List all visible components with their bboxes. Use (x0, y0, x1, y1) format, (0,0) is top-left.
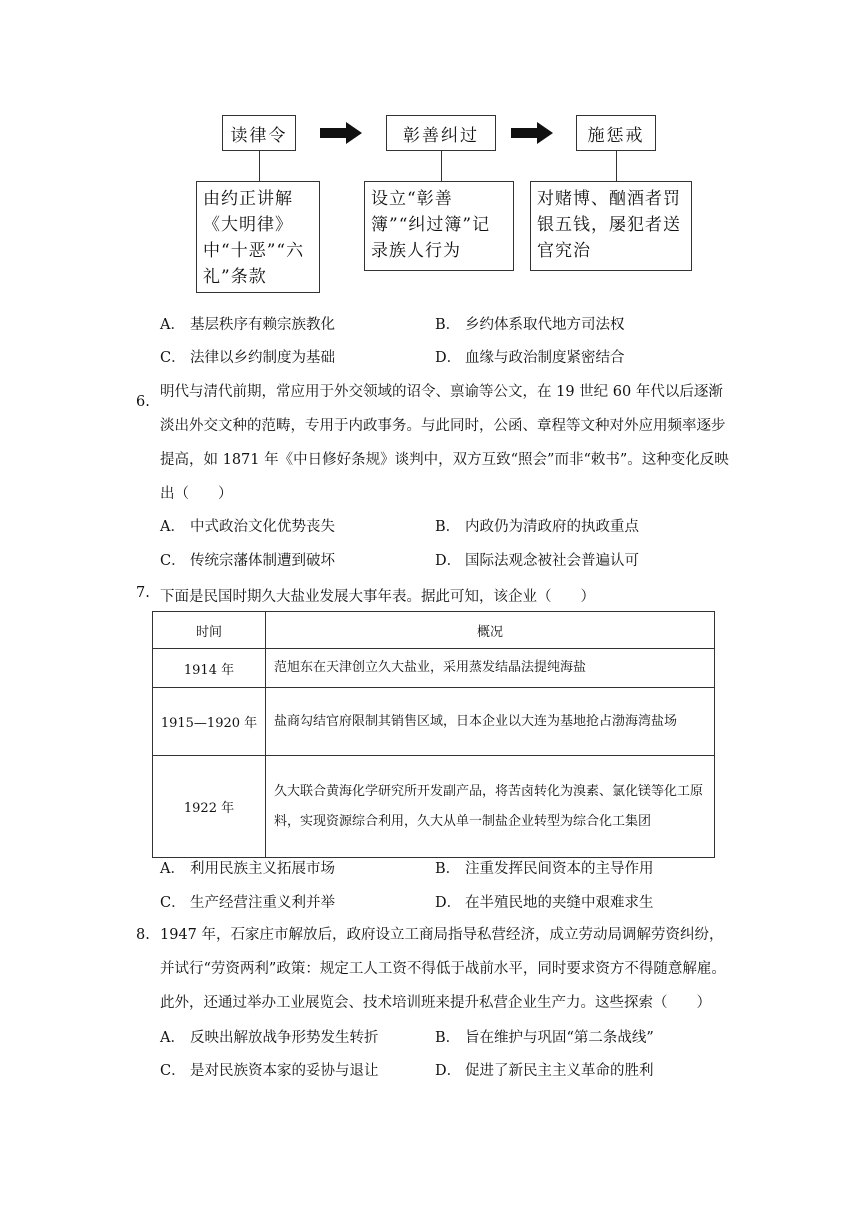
option-label: B． (435, 861, 461, 877)
flow-step-3-detail: 对赌博、酗酒者罚银五钱，屡犯者送官究治 (530, 181, 692, 271)
q7-table (152, 611, 715, 858)
option-label: B． (435, 1030, 461, 1046)
option-text: 传统宗藩体制遭到破坏 (190, 553, 335, 569)
flow-step-1-detail: 由约正讲解《大明律》中“十恶”“六礼”条款 (196, 181, 320, 293)
q5-option-d[interactable] (435, 348, 625, 368)
option-text: 乡约体系取代地方司法权 (465, 317, 625, 333)
option-label: B． (435, 317, 461, 333)
table-cell-time: 1914 年 (153, 649, 266, 688)
option-label: A． (160, 1030, 185, 1046)
q7-option-a[interactable] (160, 859, 335, 879)
q7-option-c[interactable] (160, 893, 335, 913)
q6-option-d[interactable] (435, 551, 639, 571)
q8-number: 8. (136, 927, 150, 943)
option-text: 反映出解放战争形势发生转折 (190, 1030, 379, 1046)
q6-stem: 明代与清代前期，常应用于外交领域的诏令、禀谕等公文，在 19 世纪 60 年代以后逐渐淡出外交文种的范畴，专用于内政事务。与此同时，公函、章程等文种对外应用频率逐步提高，如 1871 年《中日修好条规》谈判中，双方互致“照会”而非“敕书”。这种变化反映出（ ） (160, 384, 729, 502)
right-arrow-icon (320, 122, 362, 144)
option-text: 在半殖民地的夹缝中艰难求生 (465, 895, 654, 911)
table-cell-desc: 范旭东在天津创立久大盐业，采用蒸发结晶法提纯海盐 (266, 649, 715, 688)
q6-option-b[interactable] (435, 517, 639, 537)
option-label: C． (160, 350, 186, 366)
q8-option-b[interactable] (435, 1028, 654, 1048)
table-header-desc: 概况 (266, 612, 715, 649)
option-label: D． (435, 350, 462, 366)
option-label: B． (435, 519, 461, 535)
option-text: 内政仍为清政府的执政重点 (465, 519, 639, 535)
option-text: 法律以乡约制度为基础 (190, 350, 335, 366)
flow-step-2-detail: 设立“彰善簿”“纠过簿”记录族人行为 (364, 181, 514, 271)
q8-option-a[interactable] (160, 1028, 379, 1048)
q8-stem: 1947 年，石家庄市解放后，政府设立工商局指导私营经济，成立劳动局调解劳资纠纷，并试行“劳资两利”政策：规定工人工资不得低于战前水平，同时要求资方不得随意解雇。此外，还通过举办工业展览会、技术培训班来提升私营企业生产力。这些探索（ ） (160, 927, 726, 1011)
flow-step-1-title: 读律令 (222, 115, 296, 151)
q5-option-c[interactable] (160, 348, 335, 368)
table-header-row (153, 612, 715, 649)
table-row (153, 649, 715, 688)
q7-stem: 下面是民国时期久大盐业发展大事年表。据此可知，该企业（ ） (160, 589, 595, 605)
q8-option-d[interactable] (435, 1061, 654, 1081)
q5-option-a[interactable] (160, 315, 335, 335)
option-label: C． (160, 895, 186, 911)
right-arrow-icon (511, 122, 553, 144)
connector-line (259, 151, 260, 181)
option-label: D． (435, 553, 462, 569)
option-text: 旨在维护与巩固“第二条战线” (465, 1030, 654, 1046)
table-cell-desc: 久大联合黄海化学研究所开发副产品，将苦卤转化为溴素、氯化镁等化工原料，实现资源综合利用，久大从单一制盐企业转型为综合化工集团 (266, 756, 715, 858)
option-text: 注重发挥民间资本的主导作用 (465, 861, 654, 877)
q8-option-c[interactable] (160, 1061, 379, 1081)
q7-option-d[interactable] (435, 893, 654, 913)
q6-option-a[interactable] (160, 517, 335, 537)
option-text: 基层秩序有赖宗族教化 (190, 317, 335, 333)
option-text: 利用民族主义拓展市场 (190, 861, 335, 877)
option-label: D． (435, 1063, 462, 1079)
option-text: 国际法观念被社会普遍认可 (465, 553, 639, 569)
option-label: A． (160, 861, 185, 877)
connector-line (441, 151, 442, 181)
option-label: C． (160, 553, 186, 569)
q6-number: 6. (136, 394, 150, 410)
table-row (153, 688, 715, 756)
flow-step-3-title: 施惩戒 (576, 115, 656, 151)
option-label: D． (435, 895, 462, 911)
option-text: 促进了新民主主义革命的胜利 (465, 1063, 654, 1079)
option-label: A． (160, 317, 185, 333)
option-label: C． (160, 1063, 186, 1079)
option-text: 中式政治文化优势丧失 (190, 519, 335, 535)
q5-option-b[interactable] (435, 315, 625, 335)
q7-option-b[interactable] (435, 859, 654, 879)
option-text: 是对民族资本家的妥协与退让 (190, 1063, 379, 1079)
table-cell-desc: 盐商勾结官府限制其销售区域，日本企业以大连为基地抢占渤海湾盐场 (266, 688, 715, 756)
table-cell-time: 1922 年 (153, 756, 266, 858)
q6-option-c[interactable] (160, 551, 335, 571)
table-header-time: 时间 (153, 612, 266, 649)
option-text: 生产经营注重义利并举 (190, 895, 335, 911)
option-label: A． (160, 519, 185, 535)
table-cell-time: 1915—1920 年 (153, 688, 266, 756)
q7-number: 7. (136, 585, 150, 601)
connector-line (616, 151, 617, 181)
flow-step-2-title: 彰善纠过 (386, 115, 496, 151)
table-row (153, 756, 715, 858)
option-text: 血缘与政治制度紧密结合 (465, 350, 625, 366)
